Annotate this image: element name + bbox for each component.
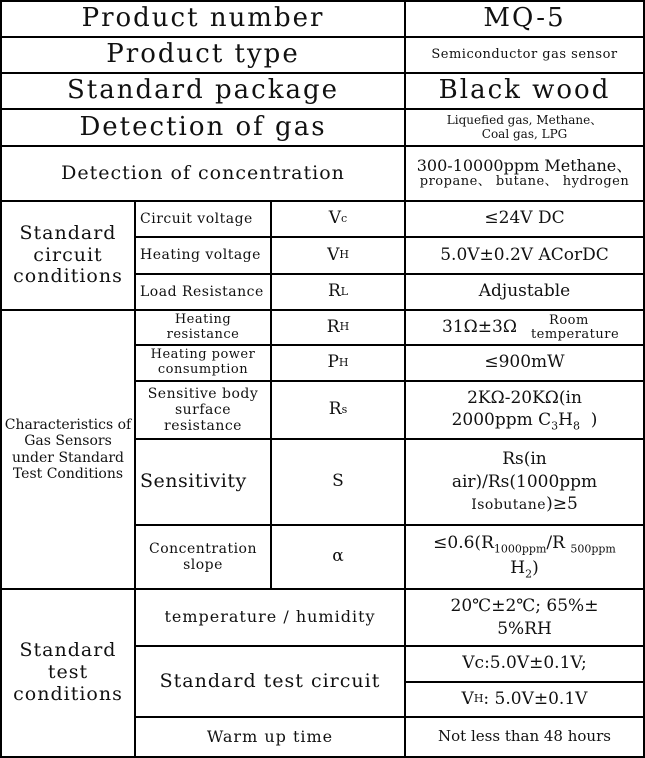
symbol-letter: R	[328, 399, 342, 420]
slope-part-a: ≤0.6(R	[433, 533, 494, 554]
detection-concentration-line2: propane、 butane、 hydrogen	[419, 174, 630, 190]
sensitivity-gas: Isobutane	[471, 497, 547, 514]
surface-resistance-param: Sensitive body surface resistance	[147, 385, 259, 435]
sensitivity-line1: Rs(in	[502, 448, 547, 469]
symbol-letter: V	[328, 208, 342, 229]
surface-resistance-suffix: )	[579, 409, 598, 430]
symbol-subscript: L	[340, 284, 349, 298]
sensitivity-value	[406, 440, 643, 524]
symbol-subscript: s	[341, 402, 348, 416]
test-circuit-subscript: H	[473, 692, 484, 706]
test-circuit-value2-rest: : 5.0V±0.1V	[483, 688, 588, 709]
surface-resistance-line1: 2KΩ-20KΩ(in	[467, 387, 582, 408]
detection-concentration-line1: 300-10000ppm Methane、	[416, 155, 633, 175]
carbon-subscript: 3	[551, 419, 559, 433]
concentration-slope-symbol: α	[332, 546, 344, 567]
sensitivity-line3	[471, 493, 578, 516]
heating-voltage-param: Heating voltage	[140, 247, 261, 264]
detection-gas-value-line2: Coal gas, LPG	[481, 126, 568, 141]
circuit-group-label: Standard circuit conditions	[13, 221, 123, 288]
temperature-humidity-label: temperature / humidity	[164, 607, 376, 627]
surface-resistance-prefix: 2000ppm C	[451, 409, 552, 430]
circuit-voltage-value: ≤24V DC	[484, 208, 565, 229]
symbol-letter: P	[327, 352, 339, 373]
surface-resistance-value	[406, 382, 643, 438]
load-resistance-symbol	[272, 275, 404, 309]
heating-resistance-note: Room temperature	[530, 312, 620, 342]
load-resistance-value: Adjustable	[478, 281, 571, 302]
slope-part-d: )	[532, 558, 539, 578]
test-circuit-label: Standard test circuit	[159, 669, 381, 692]
heating-power-param: Heating power consumption	[150, 347, 256, 377]
surface-resistance-line2	[452, 409, 598, 434]
sensitivity-symbol: S	[332, 471, 344, 492]
temperature-humidity-line2: 5%RH	[497, 618, 552, 639]
warmup-value: Not less than 48 hours	[438, 727, 611, 746]
load-resistance-param: Load Resistance	[140, 283, 264, 300]
test-circuit-value2	[406, 683, 643, 716]
warmup-label: Warm up time	[206, 726, 334, 746]
detection-concentration-value	[406, 147, 643, 200]
standard-package-label: Standard package	[67, 75, 339, 106]
product-number-label: Product number	[81, 3, 325, 34]
concentration-slope-param: Concentration slope	[148, 540, 257, 573]
sensitivity-line2: air)/Rs(1000ppm	[451, 471, 598, 492]
slope-line1	[433, 532, 616, 557]
detection-gas-value-line1: Liquefied gas, Methane、	[446, 112, 603, 127]
detection-gas-label: Detection of gas	[79, 111, 327, 142]
symbol-subscript: H	[339, 248, 349, 262]
slope-part-c: H	[510, 558, 526, 578]
hydrogen-subscript: 8	[572, 419, 580, 433]
surface-resistance-symbol	[272, 382, 404, 438]
slope-line2	[510, 557, 538, 582]
temperature-humidity-line1: 20℃±2℃; 65%±	[450, 596, 599, 617]
heating-resistance-value-cell	[406, 311, 643, 344]
circuit-voltage-param: Circuit voltage	[140, 210, 253, 227]
test-circuit-symbol: V	[461, 688, 474, 709]
circuit-voltage-symbol	[272, 202, 404, 236]
hydrogen-letter: H	[558, 409, 573, 430]
symbol-subscript: c	[341, 211, 348, 225]
sensitivity-param: Sensitivity	[140, 470, 247, 493]
heating-resistance-param: Heating resistance	[166, 311, 240, 342]
slope-part-b: /R	[546, 533, 571, 554]
heating-power-value: ≤900mW	[484, 352, 565, 373]
slope-sub-b: 500ppm	[570, 542, 616, 556]
product-type-label: Product type	[106, 39, 300, 70]
characteristics-group-label: Characteristics of Gas Sensors under Standard Test Conditions	[4, 417, 132, 482]
symbol-letter: R	[327, 281, 341, 302]
heating-voltage-value: 5.0V±0.2V ACorDC	[440, 244, 609, 265]
heating-resistance-value: 31Ω±3Ω	[442, 316, 517, 337]
heating-voltage-symbol	[272, 238, 404, 273]
slope-sub-c: 2	[525, 567, 533, 581]
symbol-subscript: H	[338, 355, 349, 369]
sensitivity-threshold: )≥5	[546, 494, 578, 515]
slope-sub-a: 1000ppm	[493, 542, 547, 556]
detection-gas-value	[406, 110, 643, 145]
standard-package-value: Black wood	[438, 75, 611, 106]
product-number-value: MQ-5	[483, 3, 566, 34]
temperature-humidity-value	[406, 590, 643, 645]
concentration-slope-value	[406, 526, 643, 588]
test-group-label: Standard test conditions	[13, 639, 123, 705]
symbol-letter: V	[327, 244, 340, 265]
detection-concentration-label: Detection of concentration	[61, 161, 345, 184]
heating-resistance-symbol	[272, 311, 404, 344]
symbol-letter: R	[326, 316, 340, 337]
product-type-value: Semiconductor gas sensor	[431, 46, 618, 62]
heating-power-symbol	[272, 346, 404, 380]
test-circuit-value1: Vc:5.0V±0.1V;	[462, 653, 587, 674]
symbol-subscript: H	[339, 320, 350, 334]
